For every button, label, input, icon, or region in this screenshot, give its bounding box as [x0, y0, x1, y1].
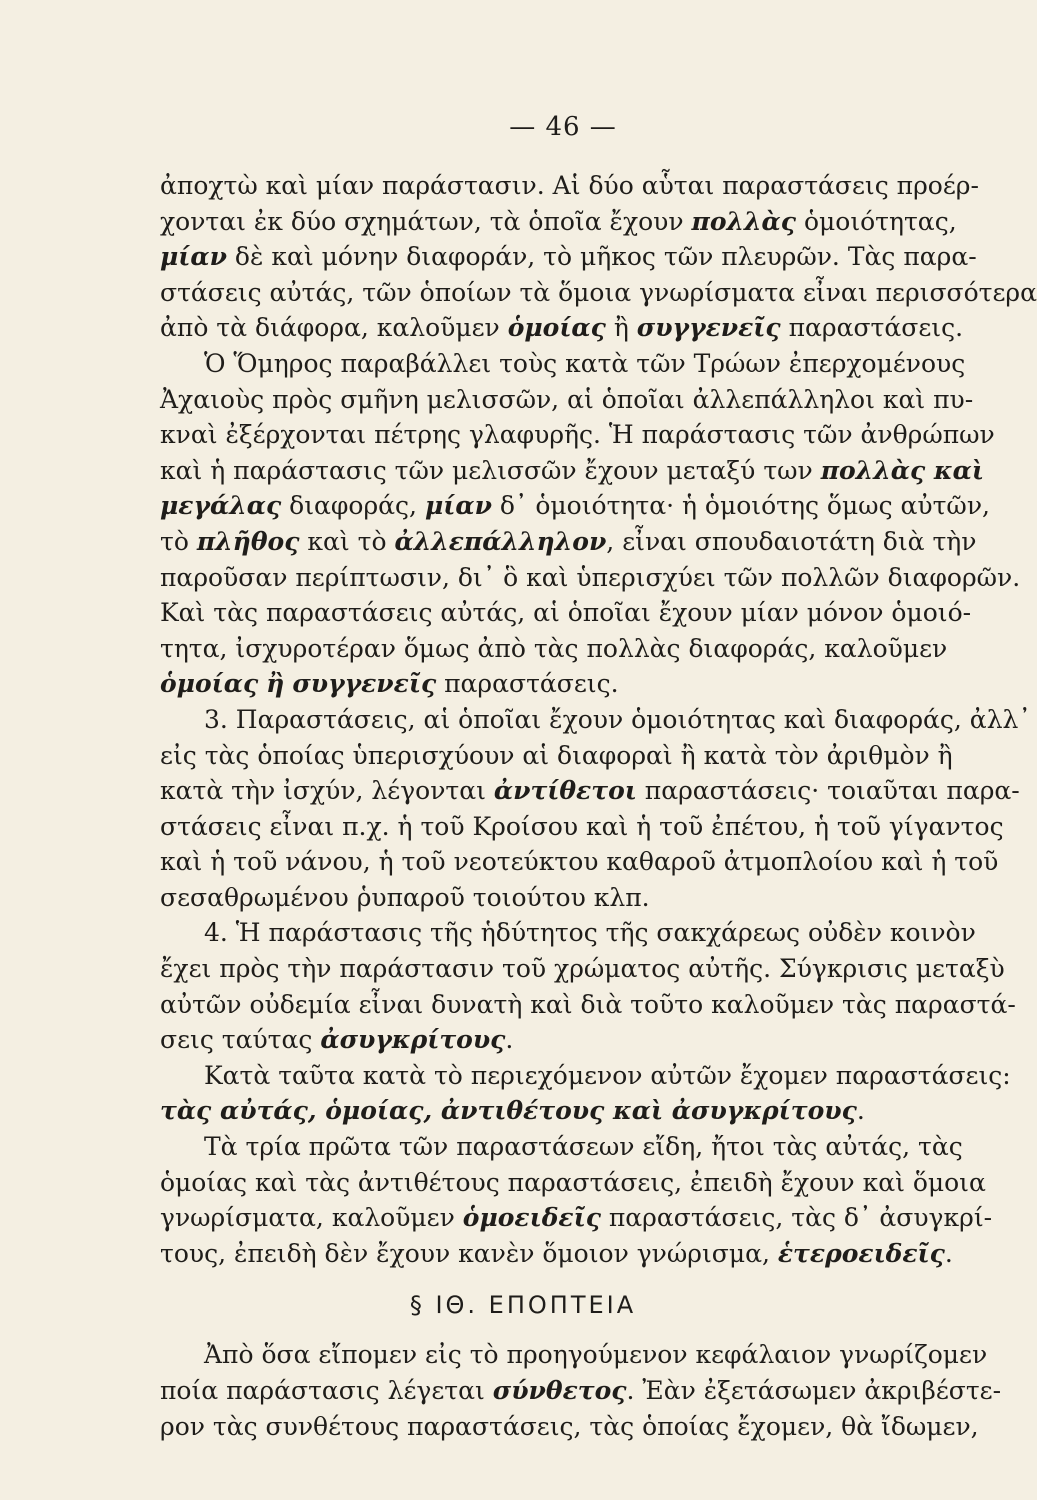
text-line	[160, 346, 966, 382]
text-run: Ἀπὸ ὅσα εἴπομεν εἰς τὸ προηγούμενον κεφάλαιον γνωρίζομεν	[204, 1340, 988, 1370]
text-line	[160, 1058, 1011, 1094]
text-run: ρον τὰς συνθέτους παραστάσεις, τὰς ὁποίας ἔχομεν, θὰ ἴδωμεν,	[160, 1411, 979, 1441]
text-run: γνωρίσματα, καλοῦμεν	[160, 1203, 463, 1233]
text-run: .	[856, 1096, 865, 1126]
emphasized-term: μεγάλας	[160, 491, 282, 521]
text-run: ποία παράστασις λέγεται	[160, 1376, 493, 1405]
text-line	[160, 844, 999, 880]
text-line	[160, 1200, 993, 1236]
text-run: εἰς τὰς ὁποίας ὑπερισχύουν αἱ διαφοραὶ ἢ κατὰ τὸν ἀριθμὸν ἢ	[160, 740, 953, 770]
body-text	[160, 168, 1037, 1271]
text-run: στάσεις αὐτάς, τῶν ὁποίων τὰ ὅμοια γνωρίσματα εἶναι περισσότερα	[160, 277, 1037, 307]
text-run: καὶ τὸ	[299, 526, 395, 556]
text-line	[160, 239, 977, 275]
text-line	[160, 702, 1031, 738]
text-run: τητα, ἰσχυροτέραν ὅμως ἀπὸ τὰς πολλὰς διαφοράς, καλοῦμεν	[160, 633, 948, 663]
text-line	[160, 773, 1020, 809]
text-line	[160, 453, 984, 489]
text-run: τους, ἐπειδὴ δὲν ἔχουν κανὲν ὅμοιον γνώρισμα,	[160, 1238, 778, 1268]
text-line	[160, 951, 1005, 987]
text-run: διαφοράς,	[281, 491, 425, 521]
text-run: 4. Ἡ παράστασις τῆς ἡδύτητος τῆς σακχάρεως οὐδὲν κοινὸν	[204, 918, 976, 948]
text-line	[160, 880, 886, 916]
emphasized-term: ἢ	[266, 669, 285, 699]
text-line	[160, 488, 990, 524]
text-line	[160, 560, 1021, 596]
text-line	[160, 417, 995, 453]
text-run: . Ἐὰν ἐξετάσωμεν ἀκριβέστε-	[626, 1376, 1002, 1405]
text-run: .	[944, 1238, 953, 1268]
emphasized-term: ἀλλεπάλληλον	[394, 526, 607, 556]
text-line	[160, 738, 953, 774]
emphasized-term: σύνθετος	[492, 1376, 627, 1405]
text-run: 3. Παραστάσεις, αἱ ὁποῖαι ἔχουν ὁμοιότητας καὶ διαφοράς, ἀλλ᾽	[204, 704, 1031, 734]
emphasized-term: μίαν	[160, 242, 227, 272]
text-run: σεις ταύτας	[160, 1025, 321, 1055]
text-run: καὶ ἡ παράστασις τῶν μελισσῶν ἔχουν μεταξύ των	[160, 455, 821, 485]
text-run: ἀπὸ τὰ διάφορα, καλοῦμεν	[160, 313, 508, 343]
text-line	[160, 204, 957, 240]
emphasized-term: ἑτεροειδεῖς	[777, 1238, 945, 1268]
text-line	[160, 595, 972, 631]
text-line	[160, 809, 1004, 845]
text-line	[160, 915, 976, 951]
emphasized-term: ὁμοίας	[160, 669, 259, 699]
text-run: Ἀχαιοὺς πρὸς σμῆνη μελισσῶν, αἱ ὁποῖαι ἀλλεπάλληλοι καὶ πυ-	[160, 384, 974, 414]
text-line	[160, 1093, 886, 1129]
page-number: — 46 —	[509, 112, 617, 142]
text-line	[160, 1373, 1002, 1409]
text-run: .	[505, 1025, 514, 1055]
text-run: κατὰ τὴν ἰσχύν, λέγονται	[160, 776, 494, 806]
emphasized-term: πολλὰς καὶ	[820, 455, 984, 485]
text-run: δὲ καὶ μόνην διαφοράν, τὸ μῆκος τῶν πλευρῶν. Τὰς παρα-	[226, 242, 977, 272]
text-run: ὁμοίας καὶ τὰς ἀντιθέτους παραστάσεις, ἐπειδὴ ἔχουν καὶ ὅμοια	[160, 1167, 986, 1197]
text-run: παραστάσεις, τὰς δ᾽ ἀσυγκρί-	[600, 1203, 993, 1233]
text-run: δ᾽ ὁμοιότητα· ἡ ὁμοιότης ὅμως αὐτῶν,	[491, 491, 990, 521]
section-heading: § ΙΘ. ΕΠΟΠΤΕΙΑ	[409, 1291, 637, 1320]
text-line	[160, 631, 948, 667]
emphasized-term: ὁμοειδεῖς	[462, 1203, 601, 1233]
text-run	[258, 669, 266, 698]
text-run: ἔχει πρὸς τὴν παράστασιν τοῦ χρώματος αὐτῆς. Σύγκρισις μεταξὺ	[160, 954, 1005, 984]
text-line	[160, 275, 1037, 311]
text-line	[160, 1409, 979, 1445]
text-run: ὁμοιότητας,	[796, 206, 957, 236]
emphasized-term: συγγενεῖς	[636, 313, 781, 343]
text-run: παραστάσεις· τοιαῦται παρα-	[636, 776, 1020, 806]
text-run: ἢ	[605, 313, 637, 343]
text-run: σεσαθρωμένου ῥυπαροῦ τοιούτου κλπ.	[160, 882, 650, 912]
text-line	[160, 1337, 988, 1373]
emphasized-term: μίαν	[424, 491, 492, 521]
text-line	[160, 1022, 886, 1058]
text-run: τὸ	[160, 526, 197, 556]
text-line	[160, 524, 977, 560]
text-line	[160, 987, 1016, 1023]
emphasized-term: συγγενεῖς	[292, 669, 437, 699]
text-run: ἀποχτὼ καὶ μίαν παράστασιν. Αἱ δύο αὗται παραστάσεις προέρ-	[160, 171, 979, 200]
text-run: Καὶ τὰς παραστάσεις αὐτάς, αἱ ὁποῖαι ἔχουν μίαν μόνον ὁμοιό-	[160, 598, 972, 628]
text-run: παροῦσαν περίπτωσιν, δι᾽ ὃ καὶ ὑπερισχύει τῶν πολλῶν διαφορῶν.	[160, 562, 1021, 592]
text-line	[160, 1236, 953, 1272]
text-line	[160, 1129, 963, 1165]
text-run: αὐτῶν οὐδεμία εἶναι δυνατὴ καὶ διὰ τοῦτο καλοῦμεν τὰς παραστά-	[160, 989, 1016, 1019]
text-run: Ὁ Ὅμηρος παραβάλλει τοὺς κατὰ τῶν Τρώων ἐπερχομένους	[204, 348, 966, 378]
text-line	[160, 382, 974, 418]
emphasized-term: πολλὰς	[691, 206, 797, 236]
text-line	[160, 1165, 986, 1201]
text-line	[160, 168, 979, 204]
text-line	[160, 666, 886, 702]
text-run: Τὰ τρία πρῶτα τῶν παραστάσεων εἴδη, ἤτοι τὰς αὐτάς, τὰς	[204, 1132, 963, 1162]
emphasized-term: ὁμοίας	[507, 313, 606, 343]
emphasized-term: ἀσυγκρίτους	[320, 1025, 506, 1055]
text-run: Κατὰ ταῦτα κατὰ τὸ περιεχόμενον αὐτῶν ἔχομεν παραστάσεις:	[204, 1060, 1011, 1090]
text-run: παραστάσεις.	[436, 669, 619, 699]
text-run: στάσεις εἶναι π.χ. ἡ τοῦ Κροίσου καὶ ἡ τοῦ ἐπέτου, ἡ τοῦ γίγαντος	[160, 811, 1004, 841]
emphasized-term: πλῆθος	[196, 526, 300, 556]
text-run: , εἶναι σπουδαιοτάτη διὰ τὴν	[606, 526, 977, 556]
emphasized-term: ἀντίθετοι	[493, 776, 637, 806]
text-run: καὶ ἡ τοῦ νάνου, ἡ τοῦ νεοτεύκτου καθαροῦ ἀτμοπλοίου καὶ ἡ τοῦ	[160, 847, 999, 877]
text-run: χονται ἐκ δύο σχημάτων, τὰ ὁποῖα ἔχουν	[160, 206, 692, 236]
text-run: παραστάσεις.	[780, 313, 964, 343]
text-line	[160, 310, 964, 346]
body-text-continued	[160, 1337, 1002, 1444]
text-run: κναὶ ἐξέρχονται πέτρης γλαφυρῆς. Ἡ παράστασις τῶν ἀνθρώπων	[160, 420, 995, 450]
emphasized-term: τὰς αὐτάς, ὁμοίας, ἀντιθέτους καὶ ἀσυγκρίτους	[160, 1096, 857, 1126]
